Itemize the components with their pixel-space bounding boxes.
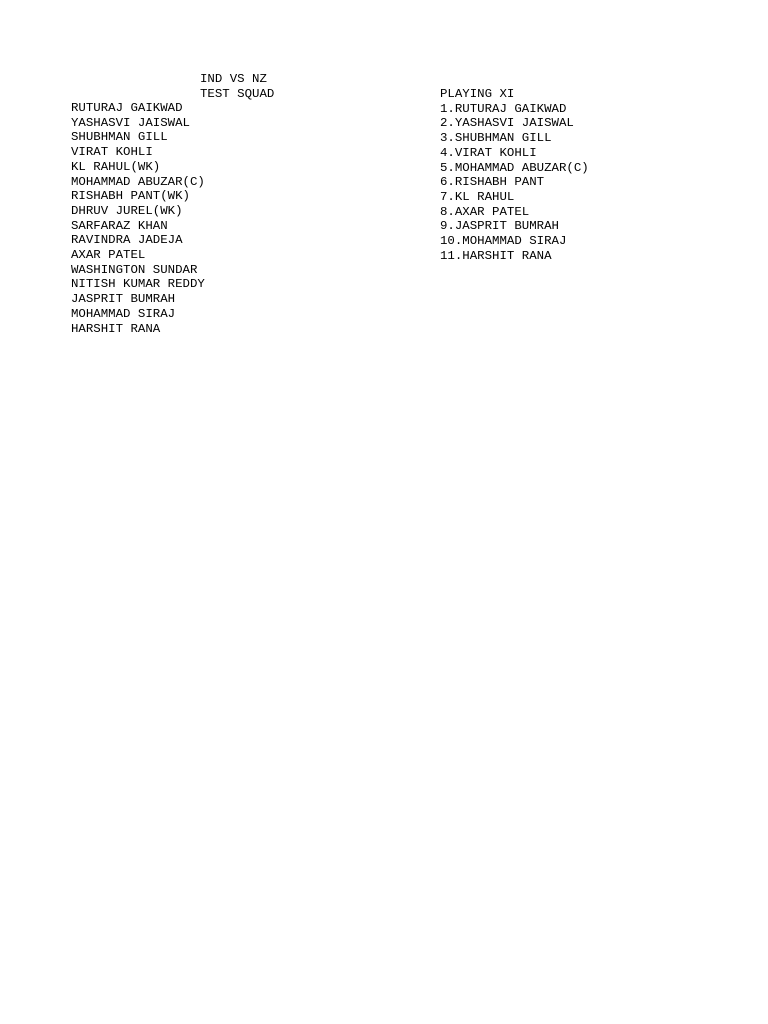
playing-xi-player: 11.HARSHIT RANA: [440, 248, 552, 263]
squad-player: VIRAT KOHLI: [71, 145, 153, 160]
playing-xi-block: [440, 87, 589, 263]
squad-player: SHUBHMAN GILL: [71, 130, 168, 145]
squad-player: WASHINGTON SUNDAR: [71, 262, 198, 277]
squad-list: [71, 101, 205, 336]
playing-xi-player: 3.SHUBHMAN GILL: [440, 131, 552, 146]
playing-xi-player: 1.RUTURAJ GAIKWAD: [440, 101, 567, 116]
squad-player: DHRUV JUREL(WK): [71, 203, 183, 218]
document-title: IND VS NZ: [200, 72, 267, 86]
squad-player: HARSHIT RANA: [71, 321, 161, 336]
squad-player: AXAR PATEL: [71, 248, 146, 263]
squad-player: SARFARAZ KHAN: [71, 218, 168, 233]
squad-player: NITISH KUMAR REDDY: [71, 277, 205, 292]
playing-xi-player: 2.YASHASVI JAISWAL: [440, 116, 574, 131]
title-block: [200, 72, 274, 101]
playing-xi-player: 5.MOHAMMAD ABUZAR(C): [440, 160, 589, 175]
squad-player: RISHABH PANT(WK): [71, 189, 190, 204]
playing-xi-player: 8.AXAR PATEL: [440, 204, 530, 219]
playing-xi-player: 10.MOHAMMAD SIRAJ: [440, 234, 567, 249]
squad-player: YASHASVI JAISWAL: [71, 115, 190, 130]
squad-player: MOHAMMAD SIRAJ: [71, 306, 176, 321]
squad-player: KL RAHUL(WK): [71, 159, 161, 174]
playing-xi-player: 9.JASPRIT BUMRAH: [440, 219, 559, 234]
playing-xi-player: 6.RISHABH PANT: [440, 175, 545, 190]
playing-xi-heading: PLAYING XI: [440, 87, 515, 101]
squad-player: RUTURAJ GAIKWAD: [71, 101, 183, 115]
playing-xi-player: 7.KL RAHUL: [440, 189, 515, 204]
squad-heading: TEST SQUAD: [200, 86, 275, 101]
squad-player: RAVINDRA JADEJA: [71, 233, 183, 248]
squad-player: JASPRIT BUMRAH: [71, 292, 176, 307]
squad-player: MOHAMMAD ABUZAR(C): [71, 174, 205, 189]
playing-xi-player: 4.VIRAT KOHLI: [440, 145, 537, 160]
